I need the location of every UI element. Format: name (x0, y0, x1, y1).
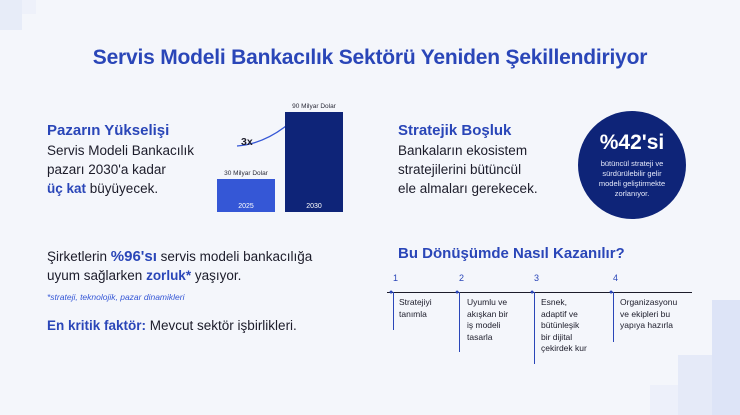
text-fragment: büyüyecek. (86, 181, 159, 196)
step-marker-icon: ● (389, 289, 394, 296)
bar-value-label: 30 Milyar Dolar (224, 170, 268, 177)
strategic-gap-text (398, 141, 568, 198)
highlight-percent: %96'sı (110, 248, 157, 265)
step-number: 2 (459, 273, 465, 283)
step-line: akışkan bir (467, 308, 509, 319)
decor-square (712, 300, 740, 415)
step-line: Organizasyonu (620, 297, 678, 307)
step-line: adaptif ve (541, 308, 578, 319)
decor-square (22, 0, 36, 14)
text-line (47, 266, 357, 285)
bar-value-label: 90 Milyar Dolar (292, 103, 336, 110)
strategic-gap-section (398, 122, 568, 198)
market-growth-chart (215, 100, 345, 212)
step-line: bir dijital (541, 331, 573, 342)
market-growth-heading: Pazarın Yükselişi (47, 122, 170, 139)
steps-timeline (387, 273, 707, 373)
strategic-gap-heading: Stratejik Boşluk (398, 122, 512, 139)
step-line: tanımla (399, 308, 427, 319)
step-line: Uyumlu ve (467, 297, 508, 307)
market-growth-section (47, 122, 217, 198)
step-number: 1 (393, 273, 399, 283)
stat-description: bütüncül strateji ve sürdürülebilir gelir modeli geliştirmekte zorlanıyor. (598, 159, 666, 198)
text-line: Servis Modeli Bankacılık (47, 143, 195, 158)
stat-percent: %42'si (599, 131, 665, 154)
bar-category-label: 2030 (306, 203, 322, 210)
step-connector (534, 292, 535, 364)
step-line: yapıya hazırla (620, 320, 673, 330)
critical-factor-text: Mevcut sektör işbirlikleri. (146, 318, 297, 333)
text-fragment: uyum sağlarken (47, 268, 147, 283)
step-connector (459, 292, 460, 352)
step-text (399, 297, 432, 320)
step-connector (393, 292, 394, 330)
text-fragment: yaşıyor. (191, 268, 242, 283)
market-growth-text (47, 141, 217, 198)
text-line: ele almaları gerekecek. (398, 181, 538, 196)
stat-circle (578, 111, 686, 219)
decor-square (0, 0, 22, 30)
footnote: *strateji, teknolojik, pazar dinamikleri (47, 292, 185, 302)
critical-factor (47, 318, 297, 333)
step-marker-icon: ● (455, 289, 460, 296)
highlight-text: üç kat (47, 181, 87, 196)
chart-annotation: 3x (241, 136, 253, 148)
text-fragment: servis modeli bankacılığa (156, 249, 313, 264)
text-line: Bankaların ekosistem (398, 143, 528, 158)
page-title: Servis Modeli Bankacılık Sektörü Yeniden Şekillendiriyor (92, 46, 648, 69)
bar-category-label: 2025 (238, 203, 254, 210)
text-line: stratejilerini bütüncül (398, 162, 522, 177)
step-line: bütünleşik (541, 320, 580, 330)
critical-factor-label: En kritik faktör: (47, 318, 147, 333)
step-text (541, 297, 587, 355)
highlight-text: zorluk* (146, 268, 192, 283)
step-marker-icon: ● (530, 289, 535, 296)
step-number: 4 (613, 273, 619, 283)
text-line: pazarı 2030'a kadar (47, 162, 166, 177)
text-line (47, 179, 217, 198)
step-line: tasarla (467, 331, 493, 342)
step-text (620, 297, 677, 332)
chart-bar-2025 (217, 179, 275, 212)
text-line (47, 247, 357, 266)
chart-bar-2030 (285, 112, 343, 212)
step-number: 3 (534, 273, 540, 283)
step-line: Esnek, (541, 297, 567, 307)
step-line: Stratejiyi (399, 297, 432, 307)
step-connector (613, 292, 614, 342)
step-marker-icon: ● (609, 289, 614, 296)
step-line: ve ekipleri bu (620, 308, 671, 319)
timeline-line (387, 289, 692, 296)
step-line: iş modeli (467, 320, 501, 330)
how-to-win-heading: Bu Dönüşümde Nasıl Kazanılır? (398, 245, 625, 262)
step-line: çekirdek kur (541, 343, 587, 353)
decor-square (650, 385, 678, 415)
companies-statement (47, 247, 357, 285)
step-text (467, 297, 508, 343)
text-fragment: Şirketlerin (47, 249, 111, 264)
